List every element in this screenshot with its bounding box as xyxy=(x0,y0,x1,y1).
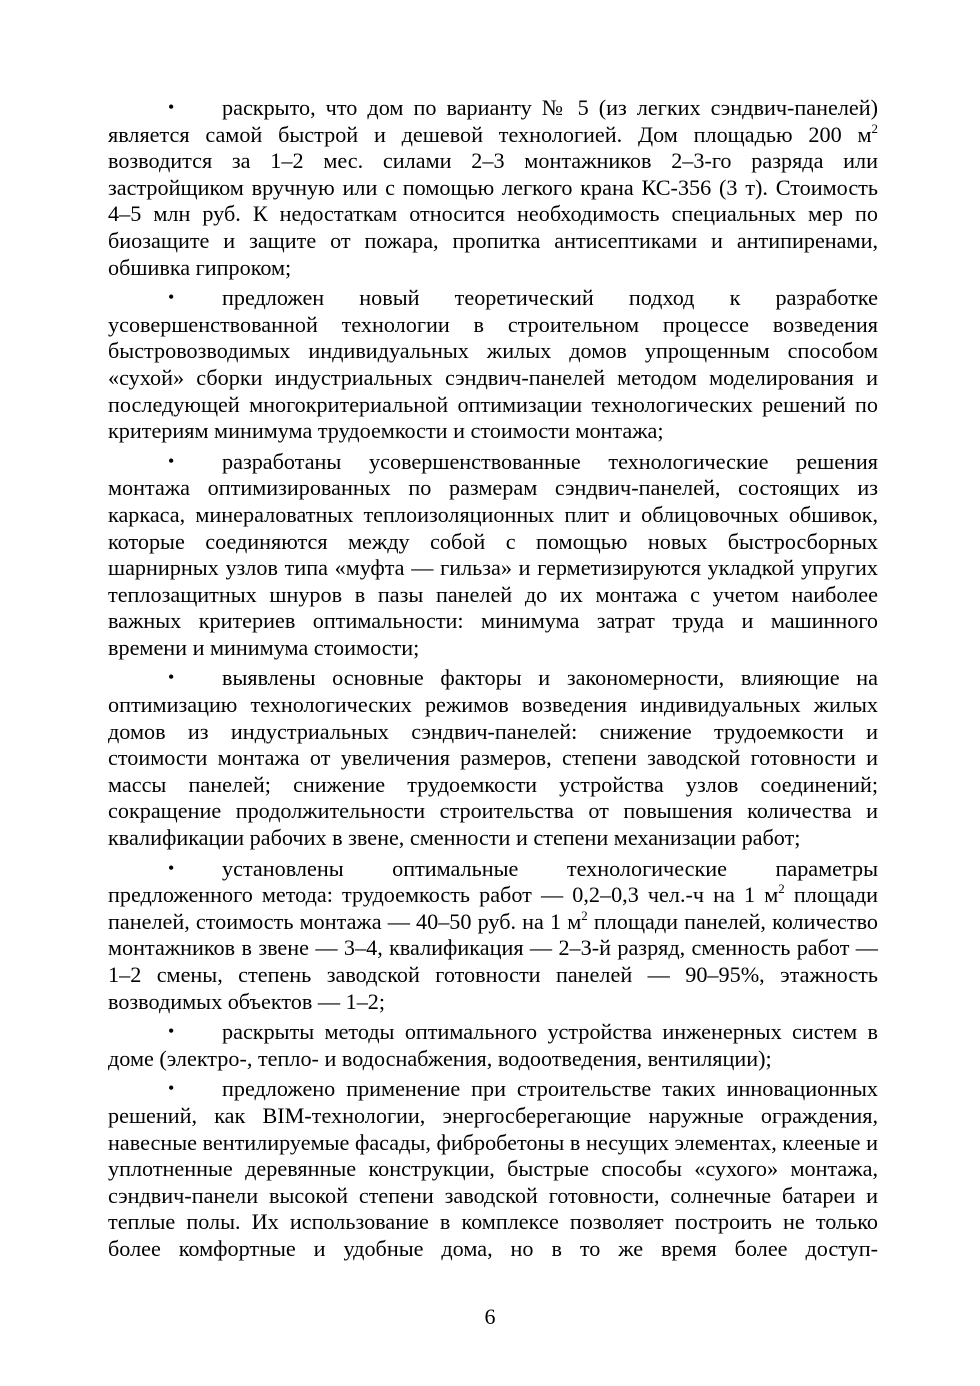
list-item-text: предложено применение при строительстве таких инновационных решений, как BIM-технологии, энергосберегающие наружные ограждения, навесные вентилируемые фасады, фибробетоны в несущих элементах, клееные и уплотненные деревянные конструкции, быстрые способы «сухого» монтажа, сэндвич-панели высокой степени заводской готовности, солнечные батареи и теплые полы. Их использование в комплексе позволяет построить не только более комфортные и удобные дома, но в то же время более доступ- xyxy=(108,1076,878,1261)
list-item xyxy=(108,1018,878,1072)
list-item-text: возводится за 1–2 мес. силами 2–3 монтажников 2–3-го разряда или застройщиком вручную или с помощью легкого крана КС-356 (3 т). Стоимость 4–5 млн руб. К недостаткам относится необходимость специальных мер по биозащите и защите от пожара, пропитка антисептиками и антипиренами, обшивка гипроком; xyxy=(108,148,878,280)
bullet-icon: • xyxy=(168,450,175,471)
list-item-text: установлены оптимальные технологические параметры предложенного метода: трудоемкость работ — 0,2–0,3 чел.-ч на 1 м xyxy=(108,855,878,908)
superscript: 2 xyxy=(581,907,588,923)
list-item-text: раскрыто, что дом по варианту № 5 (из легких сэндвич-панелей) является самой быстрой и дешевой технологией. Дом площадью 200 м xyxy=(108,95,878,147)
bullet-icon: • xyxy=(168,287,175,308)
list-item-text: площади панелей, стоимость монтажа — 40–50 руб. на 1 м xyxy=(108,882,878,934)
bullet-icon: • xyxy=(168,667,175,688)
page-number: 6 xyxy=(484,1304,496,1329)
list-item-text: выявлены основные факторы и закономерности, влияющие на оптимизацию технологических режимов возведения индивидуальных жилых домов из индустриальных сэндвич-панелей: снижение трудоемкости и стоимости монтажа от увеличения размеров, степени заводской готовности и массы панелей; снижение трудоемкости устройства узлов соединений; сокращение продолжительности строительства от повышения количества и квалификации рабочих в звене, сменности и степени механизации работ; xyxy=(108,665,878,851)
list-item xyxy=(108,1075,878,1262)
list-item xyxy=(108,855,878,1016)
list-item-text: площади панелей, количество монтажников в звене — 3–4, квалификация — 2–3-й разряд, сменность работ — 1–2 смены, степень заводской готовности панелей — 90–95%, этажность возводимых объектов — 1–2; xyxy=(108,908,878,1014)
bullet-icon: • xyxy=(168,1078,175,1099)
list-item-text: предложен новый теоретический подход к разработке усовершенствованной технологии в строительном процессе возведения быстровозводимых индивидуальных жилых домов упрощенным способом «сухой» сборки индустриальных сэндвич-панелей методом моделирования и последующей многокритериальной оптимизации технологических решений по критериям минимума трудоемкости и стоимости монтажа; xyxy=(108,285,878,444)
page-body xyxy=(108,94,878,1266)
bullet-icon: • xyxy=(168,857,175,878)
list-item-text: разработаны усовершенствованные технологические решения монтажа оптимизированных по размерам сэндвич-панелей, состоящих из каркаса, минераловатных теплоизоляционных плит и облицовочных обшивок, которые соединяются между собой с помощью новых быстросборных шарнирных узлов типа «муфта — гильза» и герметизируются укладкой упругих теплозащитных шнуров в пазы панелей до их монтажа с учетом наиболее важных критериев оптимальности: минимума затрат труда и машинного времени и минимума стоимости; xyxy=(108,448,878,660)
superscript: 2 xyxy=(871,120,878,136)
list-item xyxy=(108,664,878,851)
bullet-icon: • xyxy=(168,97,175,117)
list-item xyxy=(108,284,878,445)
list-item-text: раскрыты методы оптимального устройства инженерных систем в доме (электро-, тепло- и водоснабжения, водоотведения, вентиляции); xyxy=(108,1019,878,1071)
list-item xyxy=(108,94,878,281)
list-item xyxy=(108,448,878,662)
superscript: 2 xyxy=(778,881,785,897)
bullet-icon: • xyxy=(168,1021,175,1042)
